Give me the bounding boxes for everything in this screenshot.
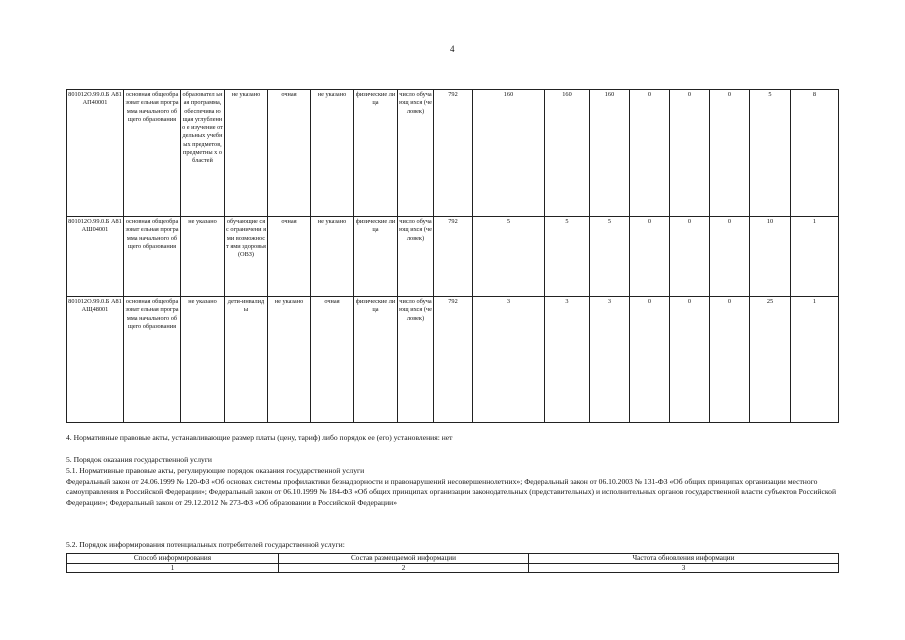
value-4: 0 — [630, 217, 670, 297]
value-5: 0 — [670, 297, 710, 423]
value-8: 8 — [791, 90, 839, 217]
service-content: основная общеобразоват ельная программа начального общего образования — [124, 90, 181, 217]
indicator-name: число обучающ ихся (человек) — [398, 297, 434, 423]
column-number: 2 — [279, 563, 529, 573]
education-form: не указано — [268, 297, 311, 423]
condition-2: дети-инвалиды — [225, 297, 268, 423]
service-content: основная общеобразоват ельная программа начального общего образования — [124, 217, 181, 297]
table-row — [67, 217, 839, 297]
period: не указано — [311, 217, 354, 297]
value-2: 5 — [545, 217, 590, 297]
header-frequency: Частота обновления информации — [529, 554, 839, 564]
value-7: 5 — [750, 90, 791, 217]
indicator-name: число обучающ ихся (человек) — [398, 217, 434, 297]
condition-1: не указано — [181, 217, 225, 297]
indicator-table — [66, 89, 839, 423]
consumer-category: физические лица — [354, 297, 398, 423]
section-4-text: 4. Нормативные правовые акты, устанавливающие размер платы (цену, тариф) либо порядок ее (его) установления: нет — [66, 433, 453, 442]
column-number: 3 — [529, 563, 839, 573]
value-5: 0 — [670, 217, 710, 297]
register-code: 801012О.99.0.Б А81АЩ48001 — [67, 297, 124, 423]
table-header-row — [67, 554, 839, 564]
value-2: 3 — [545, 297, 590, 423]
condition-2: обучающие ся с ограничени ями возможност ями здоровья (ОВЗ) — [225, 217, 268, 297]
period: не указано — [311, 90, 354, 217]
value-7: 10 — [750, 217, 791, 297]
value-1: 160 — [473, 90, 545, 217]
header-content: Состав размещаемой информации — [279, 554, 529, 564]
condition-1: образовател ьная программа, обеспечива ющая углубленно е изучение отдельных учебных предметов, предметны х областей — [181, 90, 225, 217]
consumer-category: физические лица — [354, 217, 398, 297]
section-5-title: 5. Порядок оказания государственной услуги — [66, 455, 212, 464]
education-form: очная — [268, 217, 311, 297]
value-3: 3 — [590, 297, 630, 423]
unit-code: 792 — [434, 217, 473, 297]
value-3: 5 — [590, 217, 630, 297]
register-code: 801012О.99.0.Б А81АП40001 — [67, 90, 124, 217]
value-5: 0 — [670, 90, 710, 217]
information-table — [66, 553, 839, 573]
condition-2: не указано — [225, 90, 268, 217]
value-1: 5 — [473, 217, 545, 297]
section-5-2-title: 5.2. Порядок информирования потенциальных потребителей государственной услуги: — [66, 540, 345, 549]
value-4: 0 — [630, 297, 670, 423]
period: очная — [311, 297, 354, 423]
value-6: 0 — [710, 297, 750, 423]
column-number: 1 — [67, 563, 279, 573]
unit-code: 792 — [434, 90, 473, 217]
consumer-category: физические лица — [354, 90, 398, 217]
value-3: 160 — [590, 90, 630, 217]
value-8: 1 — [791, 297, 839, 423]
value-4: 0 — [630, 90, 670, 217]
table-row — [67, 563, 839, 573]
table-row — [67, 90, 839, 217]
value-2: 160 — [545, 90, 590, 217]
indicator-name: число обучающ ихся (человек) — [398, 90, 434, 217]
value-6: 0 — [710, 217, 750, 297]
table-row — [67, 297, 839, 423]
register-code: 801012О.99.0.Б А81АШ04001 — [67, 217, 124, 297]
value-6: 0 — [710, 90, 750, 217]
condition-1: не указано — [181, 297, 225, 423]
value-7: 25 — [750, 297, 791, 423]
unit-code: 792 — [434, 297, 473, 423]
section-5-1-text: Федеральный закон от 24.06.1999 № 120-ФЗ «Об основах системы профилактики безнадзорности и правонарушений несовершеннолетних»; Федеральный закон от 06.10.2003 № 131-ФЗ «Об общих принципах организации местного самоуправления в Российской Федерации»; Федеральный закон от 06.10.1999 № 184-ФЗ «Об общих принципах организации законодательных (представительных) и исполнительных органов государственной власти субъектов Российской Федерации»; Федеральный закон от 29.12.2012 № 273-ФЗ «Об образовании в Российской Федерации» — [66, 477, 837, 507]
value-8: 1 — [791, 217, 839, 297]
section-5-1-title: 5.1. Нормативные правовые акты, регулирующие порядок оказания государственной услуги — [66, 466, 365, 475]
value-1: 3 — [473, 297, 545, 423]
education-form: очная — [268, 90, 311, 217]
service-content: основная общеобразоват ельная программа начального общего образования — [124, 297, 181, 423]
header-method: Способ информирования — [67, 554, 279, 564]
page-number: 4 — [450, 44, 455, 54]
